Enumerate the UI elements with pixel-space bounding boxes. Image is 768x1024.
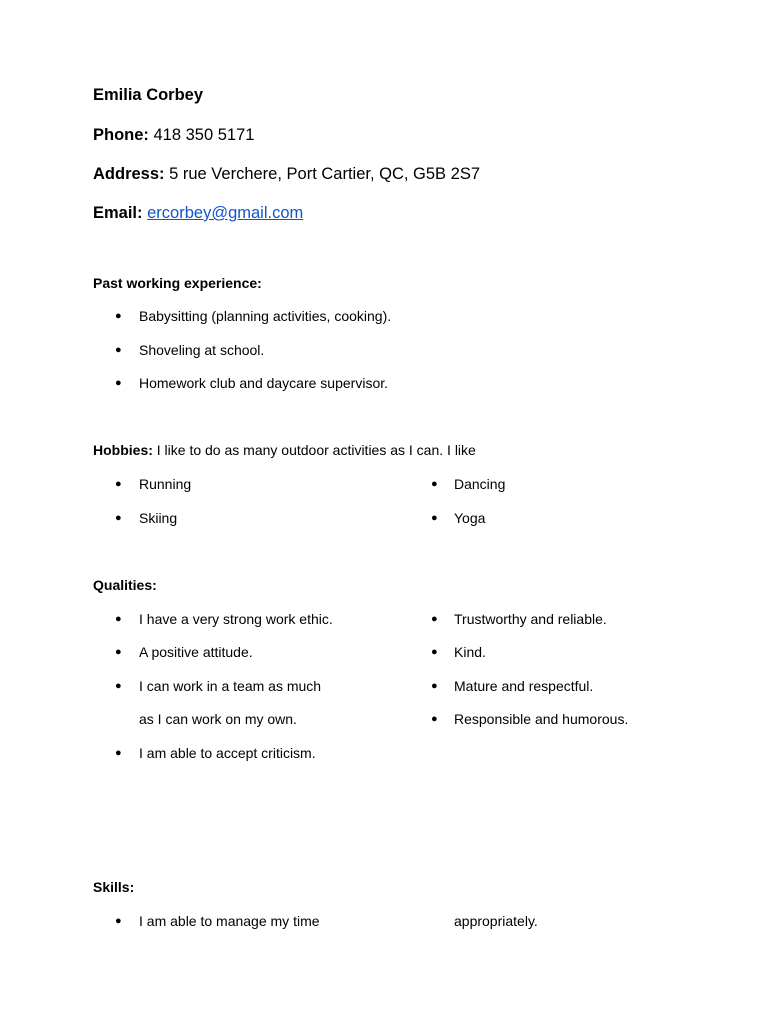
- quality-item-text: Mature and respectful.: [454, 678, 594, 694]
- bullet-icon: ●: [115, 747, 122, 759]
- bullet-icon: ●: [431, 713, 438, 725]
- quality-item-text: Trustworthy and reliable.: [454, 611, 607, 627]
- hobbies-intro: I like to do as many outdoor activities as I can. I like: [152, 442, 476, 458]
- hobby-item-text: Dancing: [454, 476, 506, 492]
- hobby-item-text: Yoga: [454, 510, 486, 526]
- name-text: Emilia Corbey: [93, 86, 204, 104]
- skills-heading: Skills:: [93, 879, 135, 895]
- quality-item-text: Kind.: [454, 644, 486, 660]
- bullet-icon: ●: [431, 512, 438, 524]
- bullet-icon: ●: [115, 646, 122, 658]
- bullet-icon: ●: [115, 915, 122, 927]
- email-label: Email:: [93, 204, 143, 222]
- address-line: [93, 165, 480, 184]
- skill-item-text-continued: appropriately.: [454, 913, 538, 929]
- phone-line: [93, 126, 254, 145]
- bullet-icon: ●: [115, 377, 122, 389]
- bullet-icon: ●: [115, 680, 122, 692]
- experience-item-text: Shoveling at school.: [139, 342, 265, 358]
- hobby-item-text: Skiing: [139, 510, 178, 526]
- qualities-heading: Qualities:: [93, 577, 157, 593]
- bullet-icon: ●: [115, 512, 122, 524]
- bullet-icon: ●: [115, 310, 122, 322]
- hobbies-label: Hobbies:: [93, 442, 153, 458]
- experience-item-text: Babysitting (planning activities, cooking).: [139, 308, 392, 324]
- phone-value: 418 350 5171: [148, 126, 255, 144]
- bullet-icon: ●: [431, 613, 438, 625]
- bullet-icon: ●: [431, 478, 438, 490]
- quality-item-text: I can work in a team as much: [139, 678, 322, 694]
- quality-item-continuation: as I can work on my own.: [139, 711, 297, 727]
- address-value: 5 rue Verchere, Port Cartier, QC, G5B 2S7: [164, 165, 481, 183]
- bullet-icon: ●: [431, 646, 438, 658]
- phone-label: Phone:: [93, 126, 149, 144]
- bullet-icon: ●: [115, 478, 122, 490]
- bullet-icon: ●: [115, 613, 122, 625]
- experience-item-text: Homework club and daycare supervisor.: [139, 375, 389, 391]
- skill-item-text: I am able to manage my time: [139, 913, 320, 929]
- email-link[interactable]: ercorbey@gmail.com: [147, 204, 304, 222]
- hobby-item-text: Running: [139, 476, 192, 492]
- email-line: [93, 204, 303, 223]
- quality-item-text: Responsible and humorous.: [454, 711, 629, 727]
- experience-heading: Past working experience:: [93, 275, 262, 291]
- quality-item-text: I am able to accept criticism.: [139, 745, 316, 761]
- hobbies-line: [93, 442, 476, 458]
- bullet-icon: ●: [431, 680, 438, 692]
- bullet-icon: ●: [115, 344, 122, 356]
- quality-item-text: I have a very strong work ethic.: [139, 611, 333, 627]
- name-heading: [93, 86, 203, 105]
- quality-item-text: A positive attitude.: [139, 644, 253, 660]
- address-label: Address:: [93, 165, 165, 183]
